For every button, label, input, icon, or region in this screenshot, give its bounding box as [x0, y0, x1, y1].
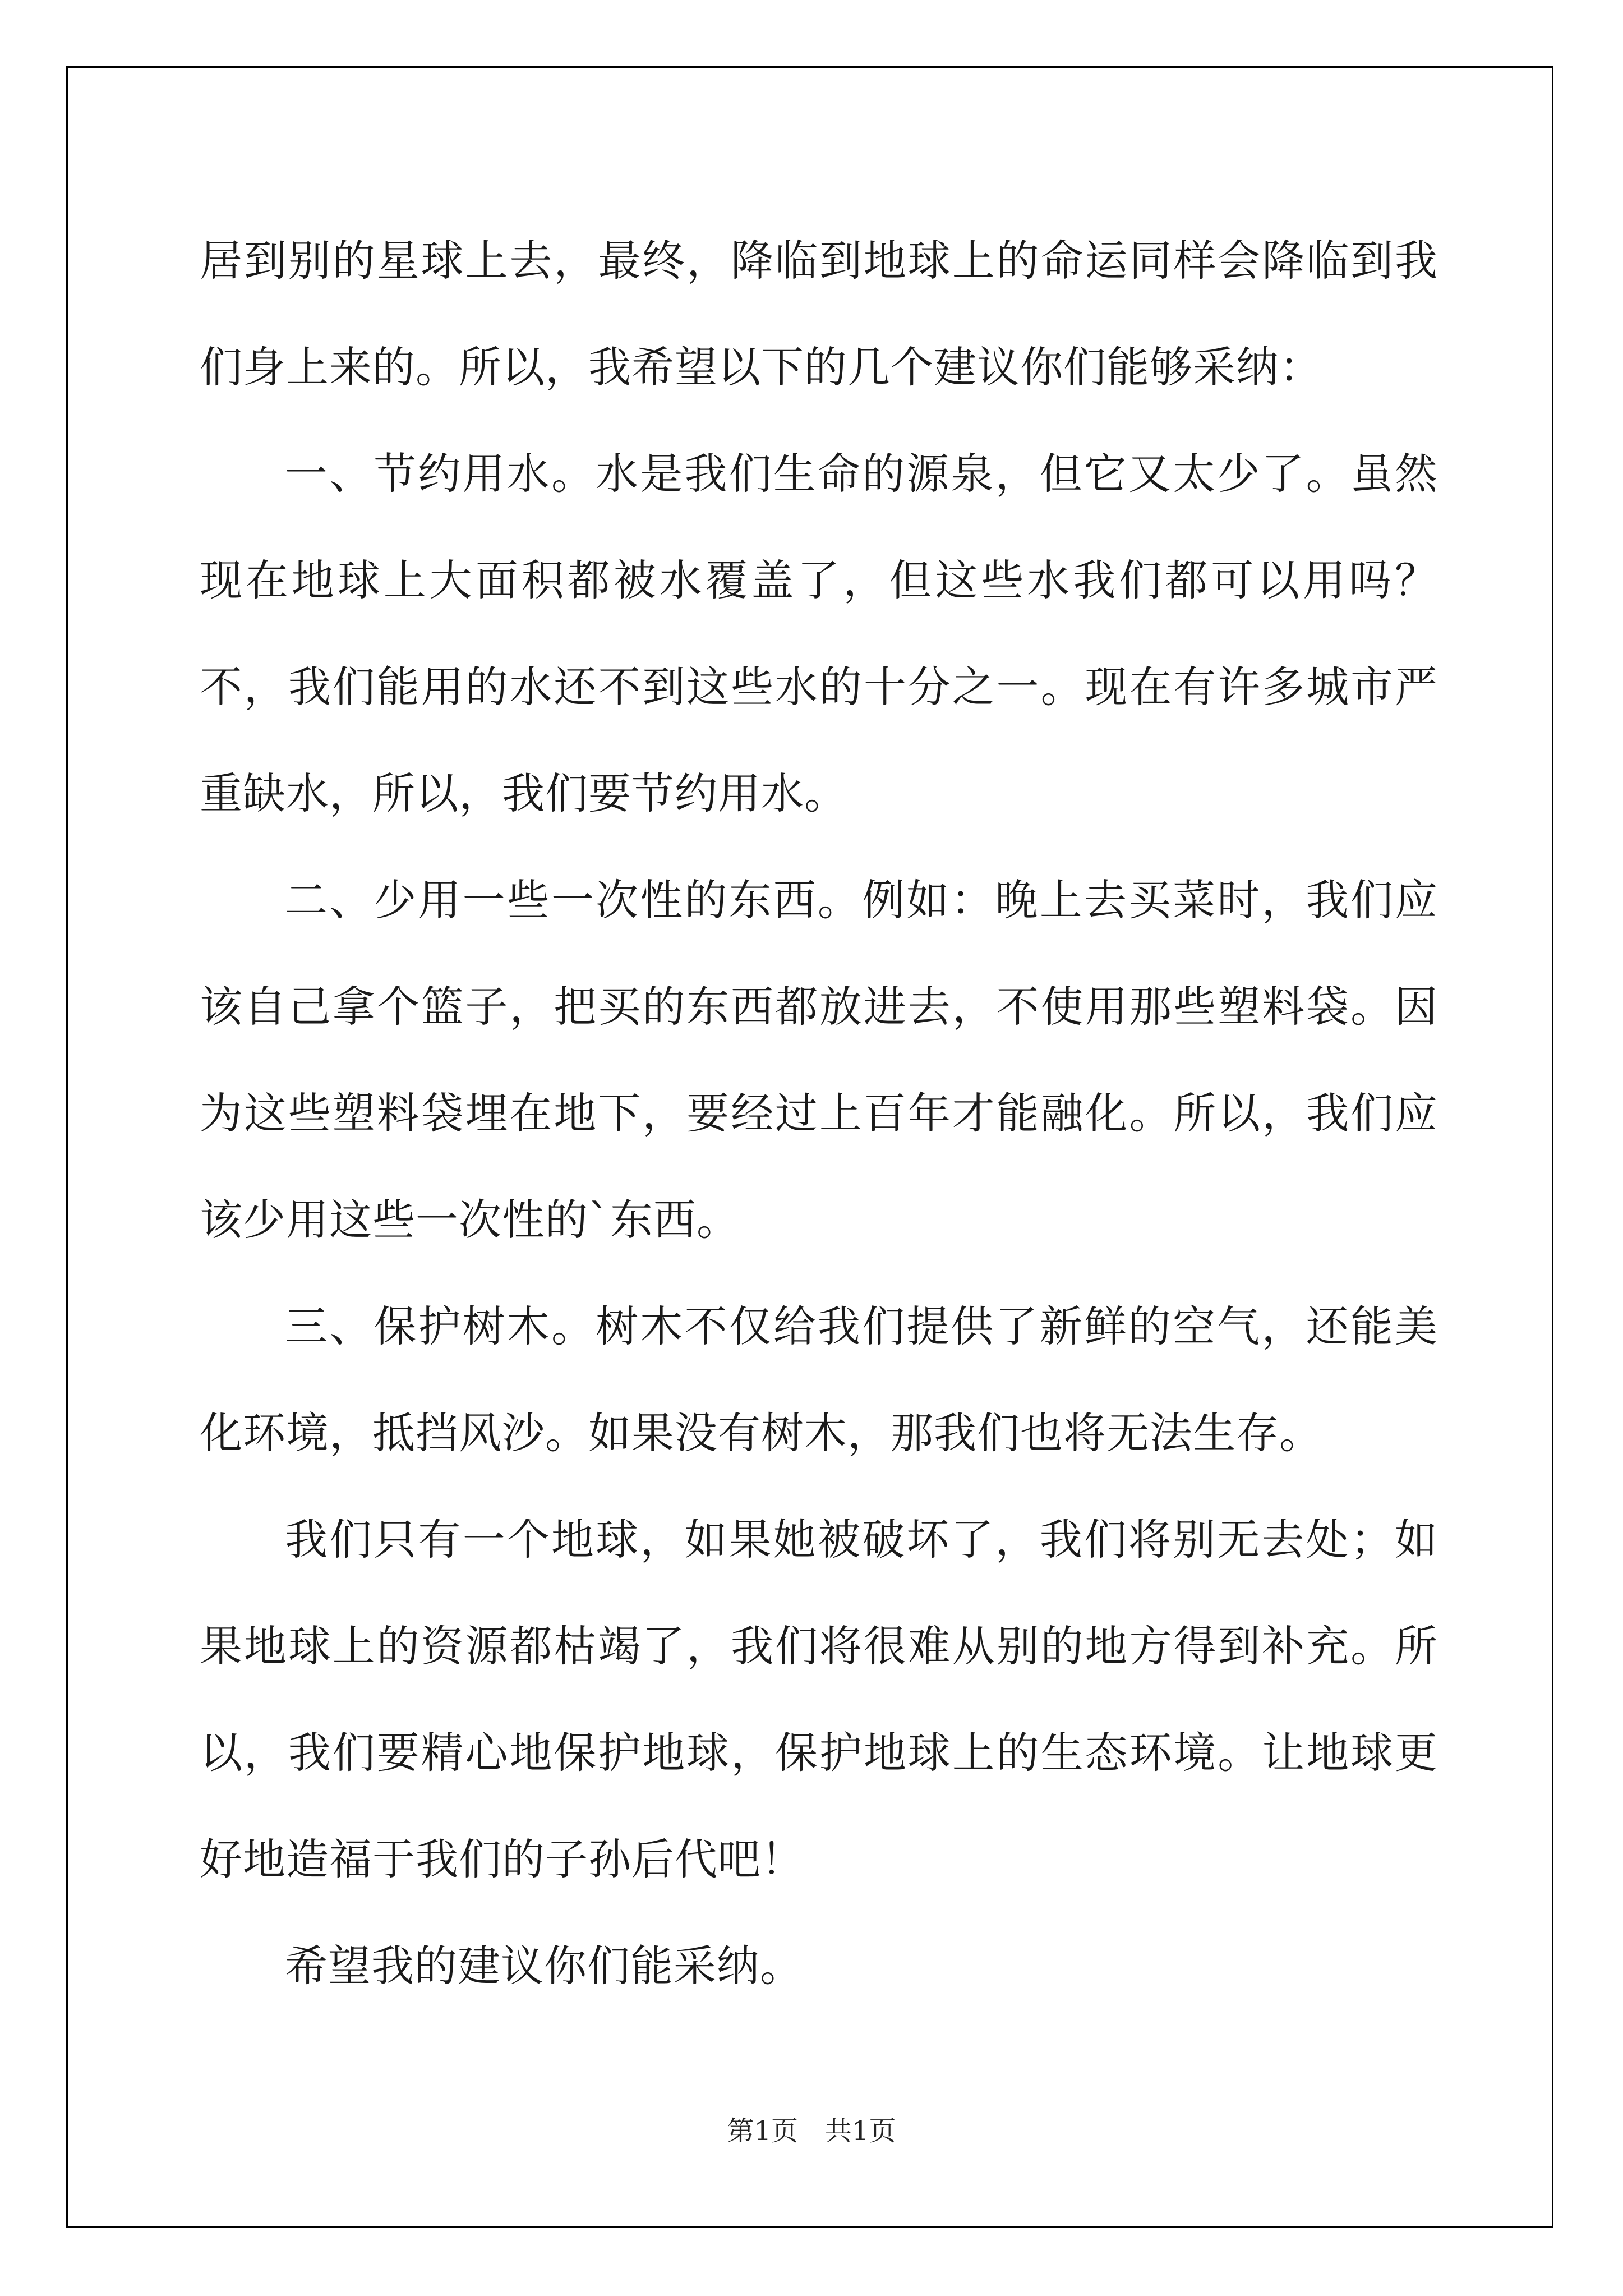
paragraph-1: 居到别的星球上去，最终，降临到地球上的命运同样会降临到我们身上来的。所以，我希望以下的几个建议你们能够采纳： [200, 236, 1438, 392]
page-footer [0, 2109, 1623, 2148]
paragraph-4: 三、保护树木。树木不仅给我们提供了新鲜的空气，还能美化环境，抵挡风沙。如果没有树木，那我们也将无法生存。 [200, 1301, 1438, 1458]
page-number-total: 共1页 [825, 2115, 896, 2147]
page-number-current: 第1页 [727, 2115, 798, 2147]
paragraph-3: 二、少用一些一次性的东西。例如：晚上去买菜时，我们应该自己拿个篮子，把买的东西都放进去，不使用那些塑料袋。因为这些塑料袋埋在地下，要经过上百年才能融化。所以，我们应该少用这些一次性的`东西。 [200, 875, 1438, 1245]
paragraph-5: 我们只有一个地球，如果她被破坏了，我们将别无去处；如果地球上的资源都枯竭了，我们将很难从别的地方得到补充。所以，我们要精心地保护地球，保护地球上的生态环境。让地球更好地造福于我们的子孙后代吧！ [200, 1515, 1438, 1884]
document-body [200, 208, 1438, 2019]
paragraph-6: 希望我的建议你们能采纳。 [285, 1941, 803, 1991]
paragraph-2: 一、节约用水。水是我们生命的源泉，但它又太少了。虽然现在地球上大面积都被水覆盖了，但这些水我们都可以用吗？不，我们能用的水还不到这些水的十分之一。现在有许多城市严重缺水，所以，我们要节约用水。 [200, 449, 1438, 818]
